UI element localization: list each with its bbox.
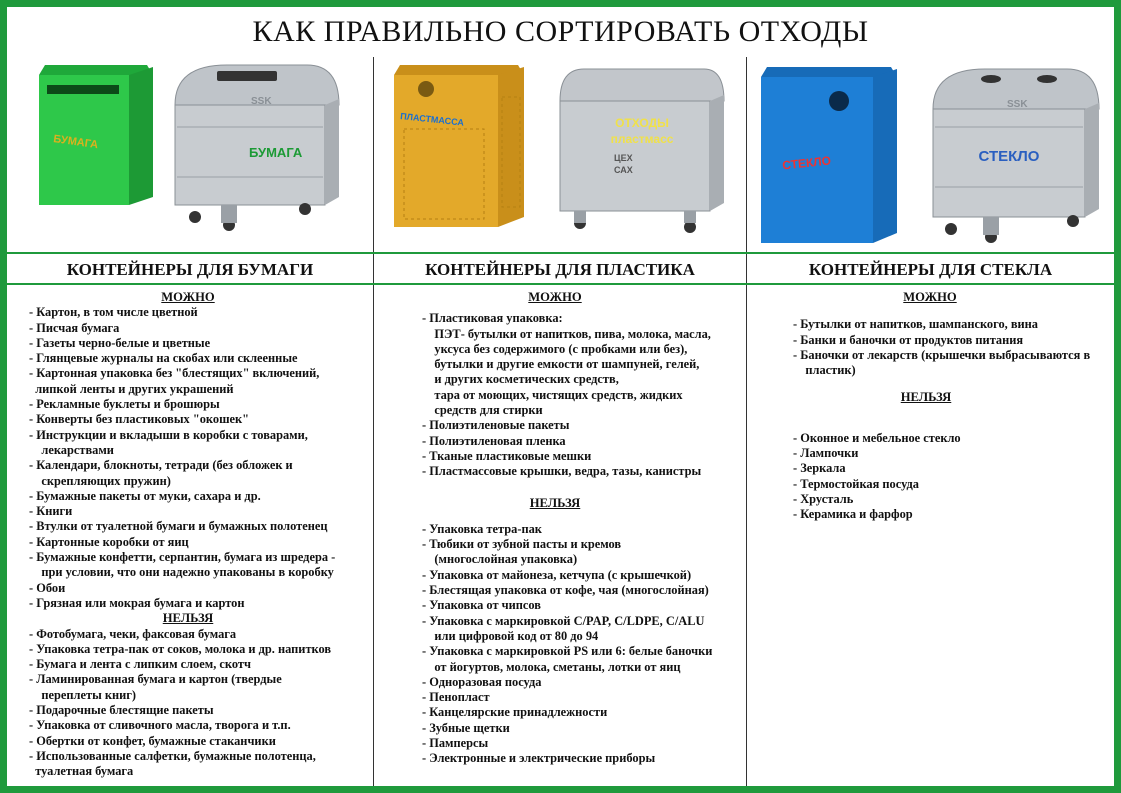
bin-brand: SSK: [251, 96, 272, 107]
metal-paper-bin-image: [175, 65, 339, 231]
glass-cannot-heading: НЕЛЬЗЯ: [900, 390, 952, 405]
list-item: - Лампочки: [793, 446, 859, 461]
list-item: - Полиэтиленовые пакеты: [422, 418, 570, 433]
list-item: - Упаковка тетра-пак от соков, молока и др. напитков: [29, 641, 332, 656]
list-item: от йогуртов, молока, сметаны, лотки от яиц: [422, 659, 681, 674]
metal-glass-bin-image: [933, 69, 1099, 243]
metal-plastic-bin-image: [560, 69, 724, 233]
list-item: - Ламинированная бумага и картон (твердые: [29, 672, 282, 687]
plastic-cannot-list: [422, 522, 744, 767]
list-item: - Полиэтиленовая пленка: [422, 433, 566, 448]
list-item: - Упаковка с маркировкой PS или 6: белые баночки: [422, 644, 713, 659]
glass-can-heading: МОЖНО: [903, 290, 957, 304]
list-item: - Банки и баночки от продуктов питания: [793, 332, 1024, 347]
bin-label-paper-metal: БУМАГА: [249, 145, 303, 160]
list-item: - Грязная или мокрая бумага и картон: [29, 595, 245, 610]
list-item: - Бутылки от напитков, шампанского, вина: [793, 317, 1039, 332]
list-item: - Зубные щетки: [422, 720, 510, 735]
list-item: - Конверты без пластиковых "окошек": [29, 412, 250, 427]
list-item: или цифровой код от 80 до 94: [422, 628, 599, 643]
plastic-bins-images: [374, 57, 746, 253]
list-item: - Хрусталь: [793, 491, 854, 506]
glass-rules: [793, 290, 1113, 523]
glass-bins-images: [747, 57, 1114, 253]
column-heading-paper: КОНТЕЙНЕРЫ ДЛЯ БУМАГИ: [66, 260, 314, 279]
list-item: - Керамика и фарфор: [793, 507, 913, 522]
list-item: средств для стирки: [422, 403, 543, 418]
bin-label-glass: СТЕКЛО: [781, 153, 832, 173]
column-glass: [747, 57, 1114, 786]
list-item: - Упаковка от чипсов: [422, 598, 541, 613]
list-item: - Памперсы: [422, 736, 489, 751]
blue-glass-bin-image: [761, 67, 897, 243]
list-item: - Блестящая упаковка от кофе, чая (многослойная): [422, 583, 709, 598]
paper-cannot-list: [29, 627, 369, 780]
list-item: - Упаковка от майонеза, кетчупа (с крышечкой): [422, 567, 692, 582]
list-item: - Писчая бумага: [29, 320, 120, 335]
list-item: уксуса без содержимого (с пробками или без),: [422, 341, 688, 356]
list-item: тара от моющих, чистящих средств, жидких: [422, 387, 683, 402]
list-item: - Канцелярские принадлежности: [422, 705, 608, 720]
paper-can-list: [29, 305, 369, 611]
list-item: туалетная бумага: [29, 764, 134, 779]
paper-bins-images: [7, 57, 373, 253]
paper-cannot-heading: НЕЛЬЗЯ: [162, 611, 214, 626]
list-item: лекарствами: [29, 442, 114, 457]
green-paper-bin-image: [39, 65, 153, 205]
list-item: и других косметических средств,: [422, 372, 619, 387]
plastic-can-heading: МОЖНО: [528, 290, 582, 304]
list-item: - Бумажные конфетти, серпантин, бумага из шредера -: [29, 550, 336, 565]
list-item: - Картонная упаковка без "блестящих" включений,: [29, 366, 320, 381]
column-heading-plastic: КОНТЕЙНЕРЫ ДЛЯ ПЛАСТИКА: [425, 260, 695, 279]
column-heading-glass: КОНТЕЙНЕРЫ ДЛЯ СТЕКЛА: [808, 260, 1053, 279]
list-item: - Электронные и электрические приборы: [422, 751, 656, 766]
list-item: - Пластмассовые крышки, ведра, тазы, канистры: [422, 464, 702, 479]
list-item: - Бумага и лента с липким слоем, скотч: [29, 657, 251, 672]
bin-small-label-2: САХ: [614, 165, 633, 175]
list-item: - Глянцевые журналы на скобах или склеенные: [29, 351, 298, 366]
list-item: - Использованные салфетки, бумажные полотенца,: [29, 748, 316, 763]
bin-label-glass-metal: СТЕКЛО: [978, 148, 1040, 165]
column-plastic: [374, 57, 746, 786]
list-item: - Фотобумага, чеки, факсовая бумага: [29, 626, 237, 641]
list-item: - Упаковка с маркировкой C/PAP, C/LDPE, C/ALU: [422, 613, 705, 628]
list-item: при условии, что они надежно упакованы в коробку: [29, 565, 334, 580]
column-paper: [7, 57, 373, 786]
list-item: пластик): [793, 363, 856, 378]
list-item: - Пластиковая упаковка:: [422, 311, 563, 326]
yellow-plastic-bin-image: [394, 65, 524, 227]
list-item: - Одноразовая посуда: [422, 674, 542, 689]
list-item: - Картонные коробки от яиц: [29, 534, 189, 549]
bin-label-plastic: ПЛАСТМАССА: [399, 111, 465, 128]
list-item: - Инструкции и вкладыши в коробки с товарами,: [29, 427, 308, 442]
list-item: - Газеты черно-белые и цветные: [29, 335, 211, 350]
list-item: (многослойная упаковка): [422, 552, 578, 567]
list-item: - Втулки от туалетной бумаги и бумажных полотенец: [29, 519, 328, 534]
glass-cannot-list: [793, 431, 1113, 523]
bin-label-plastic-metal-2: пластмасс: [610, 132, 674, 146]
list-item: - Упаковка тетра-пак: [422, 521, 542, 536]
glass-can-list: [793, 317, 1113, 378]
list-item: - Картон, в том числе цветной: [29, 305, 198, 320]
list-item: - Книги: [29, 504, 73, 519]
list-item: - Оконное и мебельное стекло: [793, 430, 961, 445]
poster: [7, 7, 1114, 786]
poster-title: КАК ПРАВИЛЬНО СОРТИРОВАТЬ ОТХОДЫ: [252, 15, 869, 48]
bin-label-plastic-metal-1: ОТХОДЫ: [615, 116, 669, 130]
list-item: - Упаковка от сливочного масла, творога и т.п.: [29, 718, 291, 733]
list-item: - Тюбики от зубной пасты и кремов: [422, 537, 622, 552]
list-item: - Тканые пластиковые мешки: [422, 448, 592, 463]
list-item: скрепляющих пружин): [29, 473, 171, 488]
list-item: липкой ленты и других украшений: [29, 381, 234, 396]
list-item: - Баночки от лекарств (крышечки выбрасываются в: [793, 347, 1091, 362]
list-item: - Термостойкая посуда: [793, 476, 919, 491]
list-item: - Рекламные буклеты и брошюры: [29, 397, 220, 412]
list-item: - Обертки от конфет, бумажные стаканчики: [29, 733, 276, 748]
bin-brand-glass: SSK: [1007, 99, 1028, 110]
plastic-can-list: [422, 311, 744, 479]
bin-label-paper: БУМАГА: [52, 133, 99, 152]
list-item: - Пенопласт: [422, 690, 490, 705]
list-item: переплеты книг): [29, 687, 137, 702]
paper-can-heading: МОЖНО: [161, 290, 215, 304]
list-item: - Обои: [29, 580, 66, 595]
bin-small-label-1: ЦЕХ: [614, 153, 633, 163]
list-item: - Зеркала: [793, 461, 846, 476]
list-item: - Календари, блокноты, тетради (без обложек и: [29, 458, 293, 473]
list-item: ПЭТ- бутылки от напитков, пива, молока, масла,: [422, 326, 711, 341]
plastic-rules: [422, 290, 744, 767]
list-item: бутылки и другие емкости от шампуней, гелей,: [422, 357, 700, 372]
list-item: - Бумажные пакеты от муки, сахара и др.: [29, 488, 261, 503]
paper-rules: [29, 290, 369, 780]
plastic-cannot-heading: НЕЛЬЗЯ: [529, 495, 581, 510]
list-item: - Подарочные блестящие пакеты: [29, 703, 214, 718]
